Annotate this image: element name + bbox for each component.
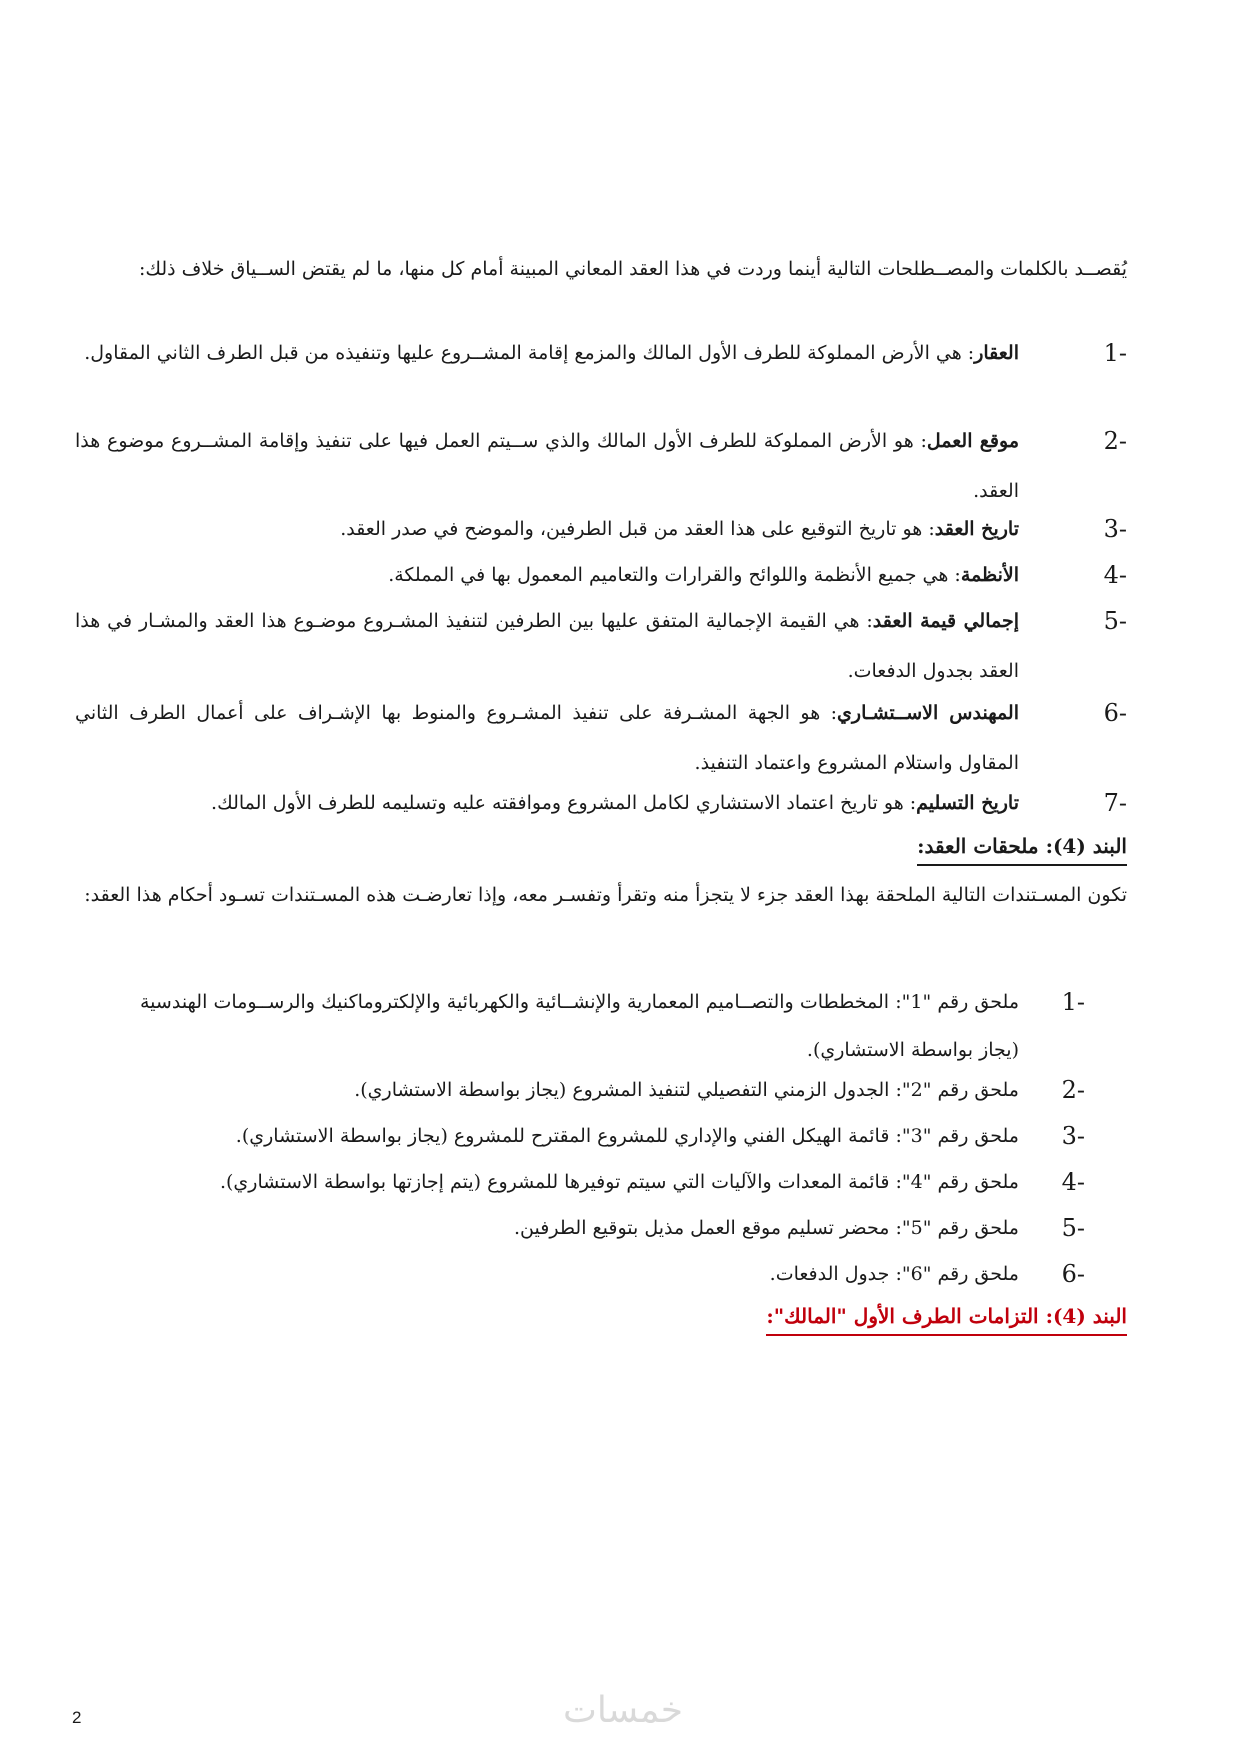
definition-text: : هي القيمة الإجمالية المتفق عليها بين الطرفين لتنفيذ المشـروع موضـوع هذا العقد والمشـار في هذا العقد بجدول الدفعات. bbox=[75, 610, 1019, 682]
definition-item bbox=[75, 778, 1127, 828]
annex-section-heading: البند (4): ملحقات العقد: bbox=[917, 828, 1127, 866]
annex-item bbox=[140, 1112, 1085, 1160]
owner-obligations-heading: البند (4): التزامات الطرف الأول "المالك": bbox=[766, 1298, 1127, 1336]
definition-item bbox=[75, 596, 1127, 696]
definition-term: إجمالي قيمة العقد bbox=[872, 610, 1019, 632]
annex-text: ملحق رقم "1": المخططات والتصــاميم المعمارية والإنشــائية والكهربائية والإلكتروماكنيك والرســومات الهندسية (يجاز بواسطة الاستشاري). bbox=[140, 991, 1019, 1061]
annex-text: ملحق رقم "3": قائمة الهيكل الفني والإداري للمشروع المقترح للمشروع (يجاز بواسطة الاستشاري). bbox=[235, 1125, 1019, 1147]
annex-number: 6- bbox=[1061, 1260, 1085, 1288]
definition-term: الأنظمة bbox=[960, 564, 1019, 586]
annex-number: 1- bbox=[1061, 988, 1085, 1016]
annex-text: ملحق رقم "5": محضر تسليم موقع العمل مذيل بتوقيع الطرفين. bbox=[514, 1217, 1019, 1239]
definition-text: : هي الأرض المملوكة للطرف الأول المالك والمزمع إقامة المشــروع عليها وتنفيذه من قبل الطرف الثاني المقاول. bbox=[84, 342, 975, 364]
definition-number: 3- bbox=[1103, 515, 1127, 543]
definition-number: 2- bbox=[1103, 427, 1127, 455]
definition-term: تاريخ العقد bbox=[934, 518, 1019, 540]
annex-number: 4- bbox=[1061, 1168, 1085, 1196]
annex-number: 2- bbox=[1061, 1076, 1085, 1104]
definition-term: العقار bbox=[974, 342, 1019, 364]
annex-number: 3- bbox=[1061, 1122, 1085, 1150]
definition-item bbox=[75, 504, 1127, 554]
definition-item bbox=[75, 416, 1127, 516]
definition-term: المهندس الاســتشـاري bbox=[837, 702, 1019, 724]
annex-item bbox=[140, 1204, 1085, 1252]
definition-number: 6- bbox=[1103, 699, 1127, 727]
annex-text: ملحق رقم "2": الجدول الزمني التفصيلي لتنفيذ المشروع (يجاز بواسطة الاستشاري). bbox=[354, 1079, 1019, 1101]
definition-text: : هو تاريخ التوقيع على هذا العقد من قبل الطرفين، والموضح في صدر العقد. bbox=[340, 518, 935, 540]
annex-item bbox=[140, 1158, 1085, 1206]
page-number: 2 bbox=[72, 1708, 82, 1727]
annex-text: ملحق رقم "4": قائمة المعدات والآليات التي سيتم توفيرها للمشروع (يتم إجازتها بواسطة الاستشاري). bbox=[219, 1171, 1019, 1193]
definition-number: 5- bbox=[1103, 607, 1127, 635]
definition-text: : هو الجهة المشـرفة على تنفيذ المشـروع والمنوط بها الإشـراف على أعمال الطرف الثاني المقاول واستلام المشروع واعتماد التنفيذ. bbox=[75, 702, 1019, 774]
definition-term: موقع العمل bbox=[926, 430, 1019, 452]
definition-text: : هي جميع الأنظمة واللوائح والقرارات والتعاميم المعمول بها في المملكة. bbox=[388, 564, 961, 586]
definitions-intro: يُقصــد بالكلمات والمصــطلحات التالية أينما وردت في هذا العقد المعاني المبينة أمام كل منها، ما لم يقتض الســياق خلاف ذلك: bbox=[138, 258, 1127, 280]
definition-number: 4- bbox=[1103, 561, 1127, 589]
definition-number: 7- bbox=[1103, 789, 1127, 817]
annex-item bbox=[140, 978, 1085, 1074]
definition-term: تاريخ التسليم bbox=[916, 792, 1019, 814]
definition-item bbox=[75, 328, 1127, 378]
annex-item bbox=[140, 1066, 1085, 1114]
watermark-logo: خمسات bbox=[562, 1690, 684, 1731]
definition-item bbox=[75, 688, 1127, 788]
annex-text: ملحق رقم "6": جدول الدفعات. bbox=[769, 1263, 1019, 1285]
definition-text: : هو تاريخ اعتماد الاستشاري لكامل المشروع وموافقته عليه وتسليمه للطرف الأول المالك. bbox=[211, 792, 917, 814]
annex-item bbox=[140, 1250, 1085, 1298]
definition-item bbox=[75, 550, 1127, 600]
definition-text: : هو الأرض المملوكة للطرف الأول المالك والذي ســيتم العمل فيها على تنفيذ وإقامة المشــروع موضوع هذا العقد. bbox=[75, 430, 1019, 502]
definition-number: 1- bbox=[1103, 339, 1127, 367]
annex-number: 5- bbox=[1061, 1214, 1085, 1242]
annex-intro: تكون المسـتندات التالية الملحقة بهذا العقد جزء لا يتجزأ منه وتقرأ وتفسـر معه، وإذا تعارضـت هذه المسـتندات تسـود أحكام هذا العقد: bbox=[84, 884, 1127, 906]
